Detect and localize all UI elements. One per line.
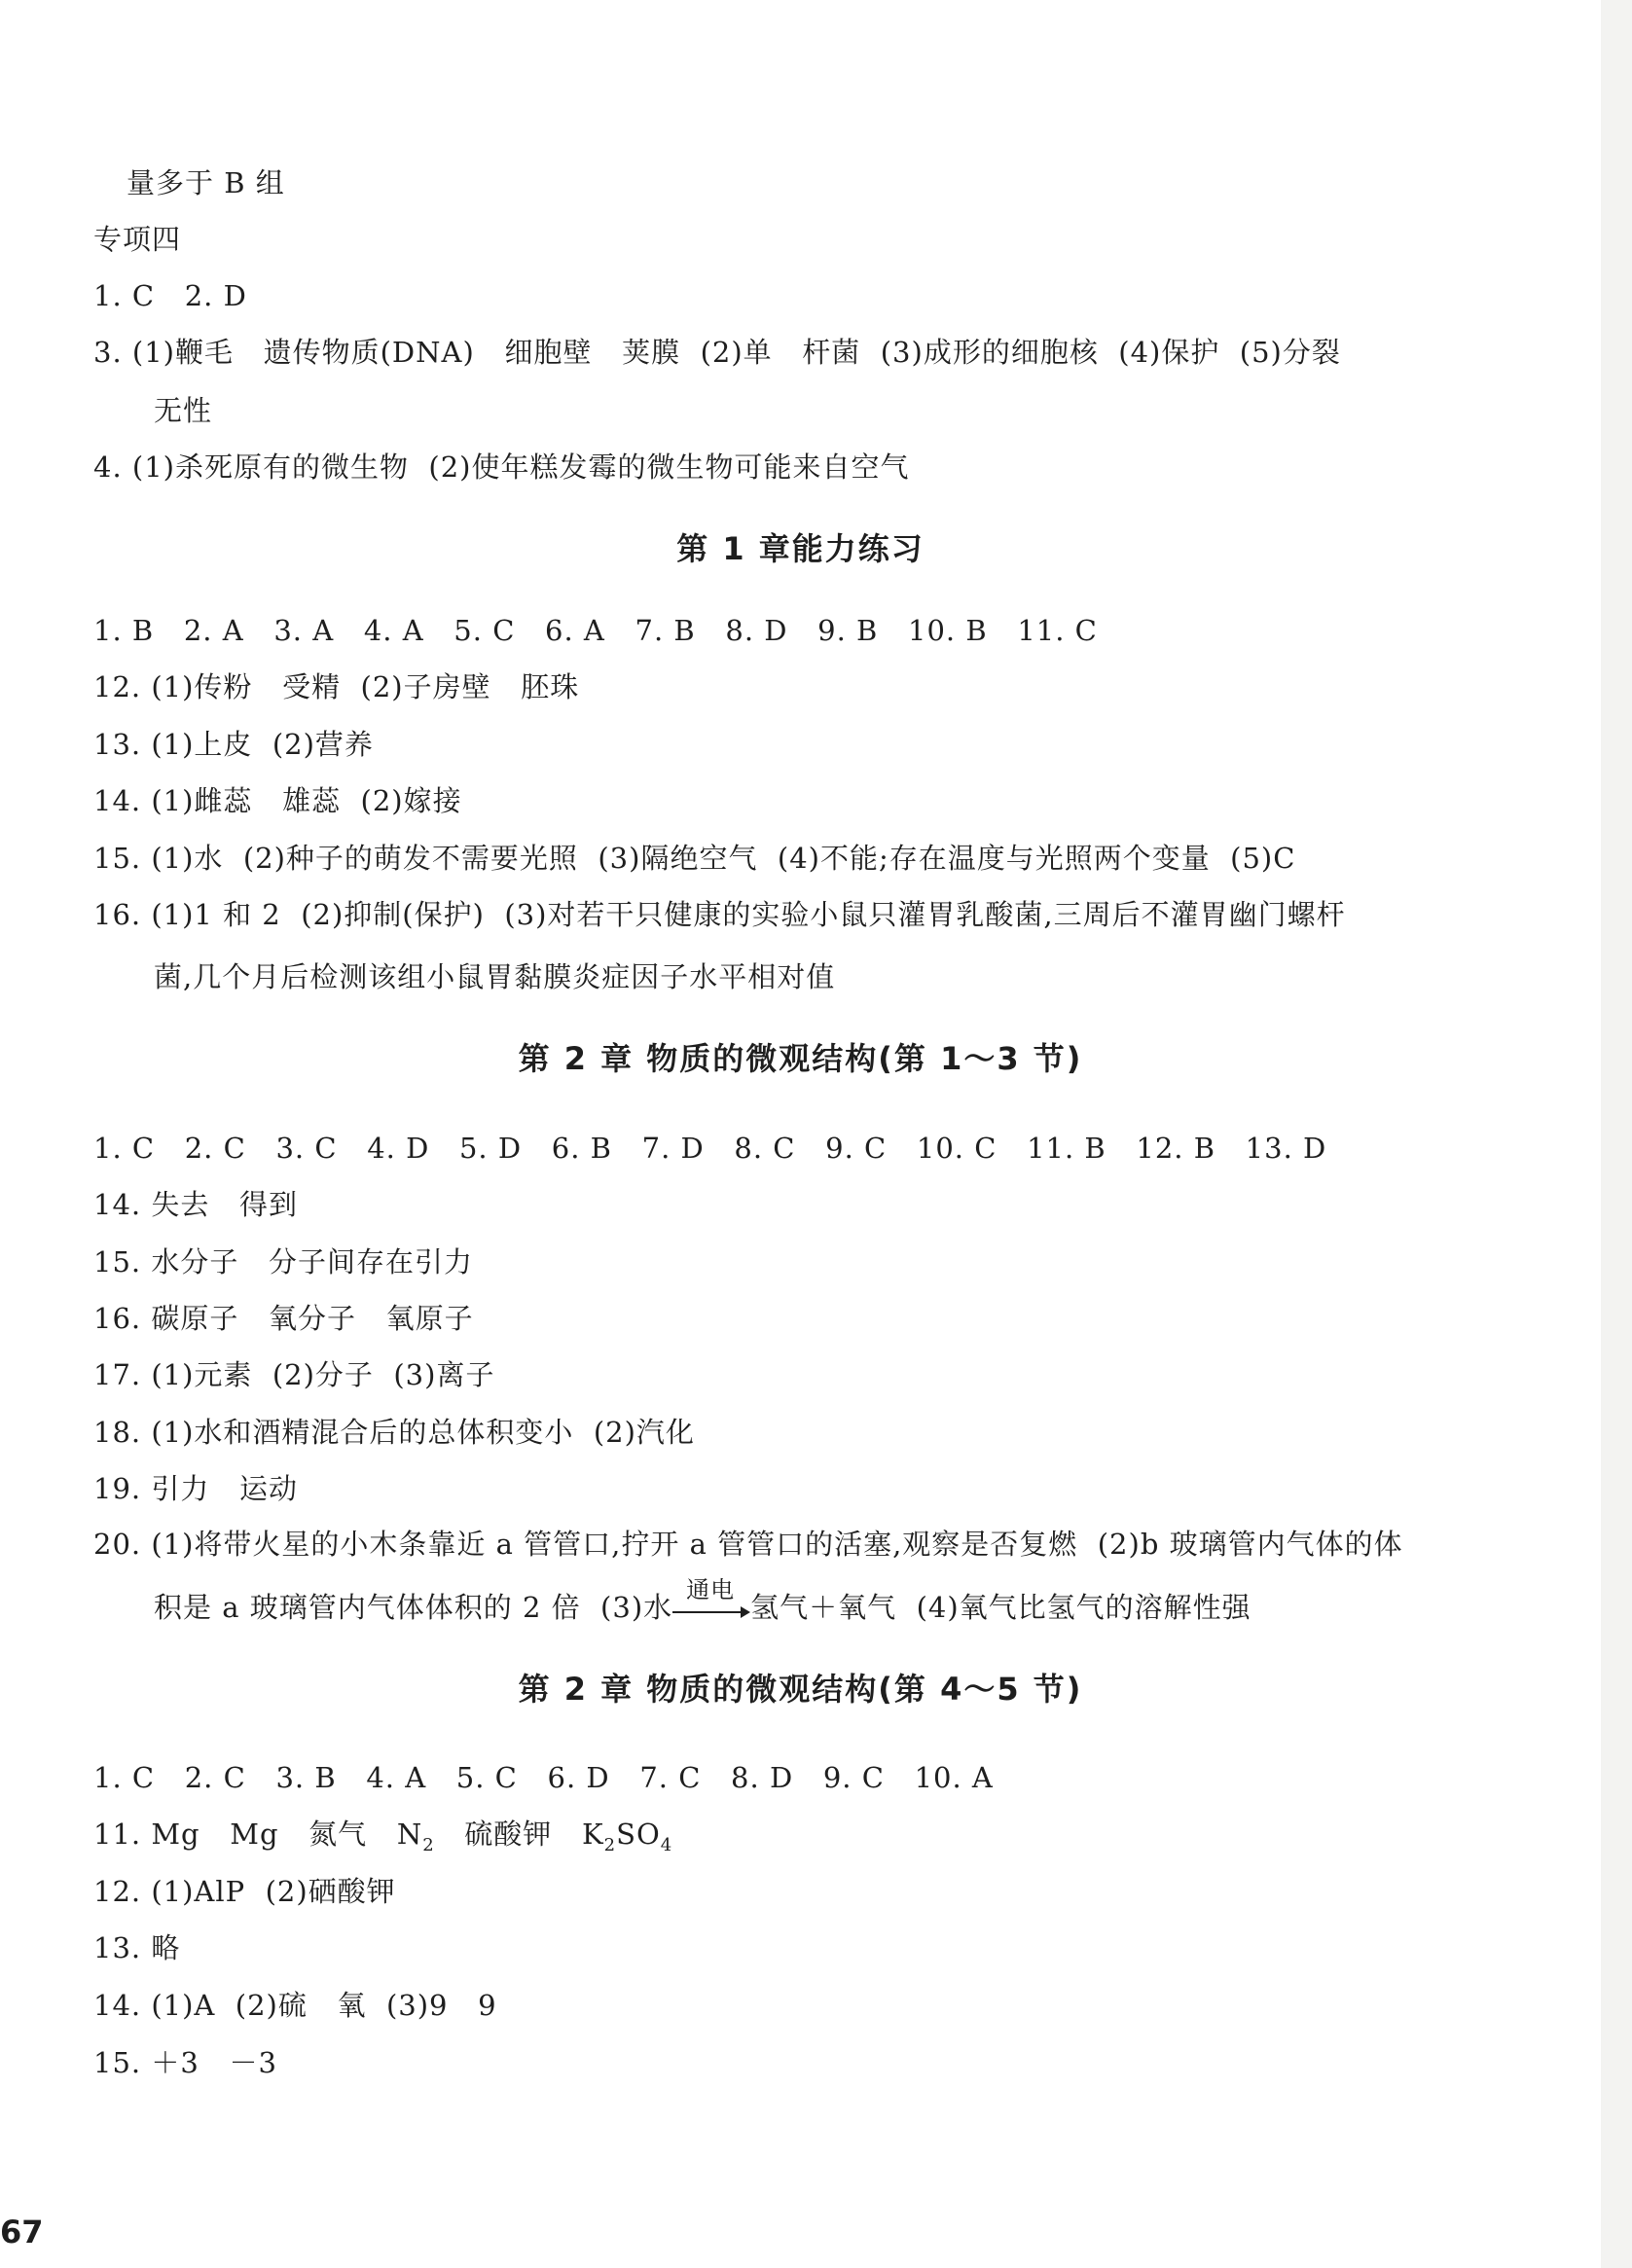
text-line: 13. 略	[93, 1931, 181, 1964]
text-line: 3. (1)鞭毛 遗传物质(DNA) 细胞壁 荚膜 (2)单 杆菌 (3)成形的细胞核 (4)保护 (5)分裂	[93, 336, 1341, 369]
text-line	[93, 1815, 672, 1865]
text-line: 量多于 B 组	[127, 166, 285, 199]
section-heading: 第 2 章 物质的微观结构(第 1～3 节)	[518, 1040, 1083, 1077]
text-line: 14. 失去 得到	[93, 1188, 298, 1221]
text-line: 15. 水分子 分子间存在引力	[93, 1245, 473, 1278]
arrow-condition: 通电	[686, 1576, 736, 1603]
reaction-arrow	[672, 1576, 750, 1627]
text-line: 16. 碳原子 氧分子 氧原子	[93, 1302, 474, 1335]
page-number: 67	[0, 2214, 44, 2250]
text-line: 专项四	[93, 223, 182, 256]
text-fragment: 积是 a 玻璃管内气体体积的 2 倍 (3)水	[154, 1591, 673, 1624]
text-fragment: 硫酸钾 K	[434, 1818, 604, 1851]
text-line: 16. (1)1 和 2 (2)抑制(保护) (3)对若干只健康的实验小鼠只灌胃乳酸菌,三周后不灌胃幽门螺杆	[93, 898, 1346, 931]
text-line: 18. (1)水和酒精混合后的总体积变小 (2)汽化	[93, 1416, 695, 1449]
text-line: 20. (1)将带火星的小木条靠近 a 管管口,拧开 a 管管口的活塞,观察是否复燃 (2)b 玻璃管内气体的体	[93, 1528, 1403, 1561]
text-line: 1. C 2. C 3. C 4. D 5. D 6. B 7. D 8. C 9. C 10. C 11. B 12. B 13. D	[93, 1132, 1327, 1165]
text-line: 14. (1)雌蕊 雄蕊 (2)嫁接	[93, 784, 462, 817]
text-line: 17. (1)元素 (2)分子 (3)离子	[93, 1358, 495, 1391]
text-fragment: SO	[616, 1818, 661, 1851]
subscript: 4	[660, 1834, 673, 1855]
subscript: 2	[422, 1834, 435, 1855]
text-line: 15. (1)水 (2)种子的萌发不需要光照 (3)隔绝空气 (4)不能;存在温度与光照两个变量 (5)C	[93, 842, 1296, 875]
text-line: 12. (1)AlP (2)硒酸钾	[93, 1875, 396, 1908]
text-line: 1. C 2. C 3. B 4. A 5. C 6. D 7. C 8. D 9. C 10. A	[93, 1761, 994, 1794]
section-heading: 第 2 章 物质的微观结构(第 4～5 节)	[518, 1671, 1083, 1708]
subscript: 2	[603, 1834, 617, 1855]
text-line: 1. C 2. D	[93, 279, 247, 312]
text-line: 菌,几个月后检测该组小鼠胃黏膜炎症因子水平相对值	[154, 960, 836, 993]
text-line: 15. ＋3 －3	[93, 2046, 277, 2079]
arrow-icon	[741, 1606, 750, 1618]
text-fragment: 11. Mg Mg 氮气 N	[93, 1818, 423, 1851]
text-line: 12. (1)传粉 受精 (2)子房壁 胚珠	[93, 670, 580, 703]
text-line: 无性	[154, 394, 213, 427]
text-line: 19. 引力 运动	[93, 1472, 298, 1505]
text-line: 4. (1)杀死原有的微生物 (2)使年糕发霉的微生物可能来自空气	[93, 450, 910, 484]
text-fragment: 氢气＋氧气 (4)氧气比氢气的溶解性强	[750, 1591, 1251, 1624]
text-line: 14. (1)A (2)硫 氧 (3)9 9	[93, 1989, 497, 2022]
section-heading: 第 1 章能力练习	[676, 530, 925, 567]
text-line	[154, 1576, 1251, 1627]
text-line: 1. B 2. A 3. A 4. A 5. C 6. A 7. B 8. D 9. B 10. B 11. C	[93, 614, 1098, 647]
text-line: 13. (1)上皮 (2)营养	[93, 728, 374, 761]
